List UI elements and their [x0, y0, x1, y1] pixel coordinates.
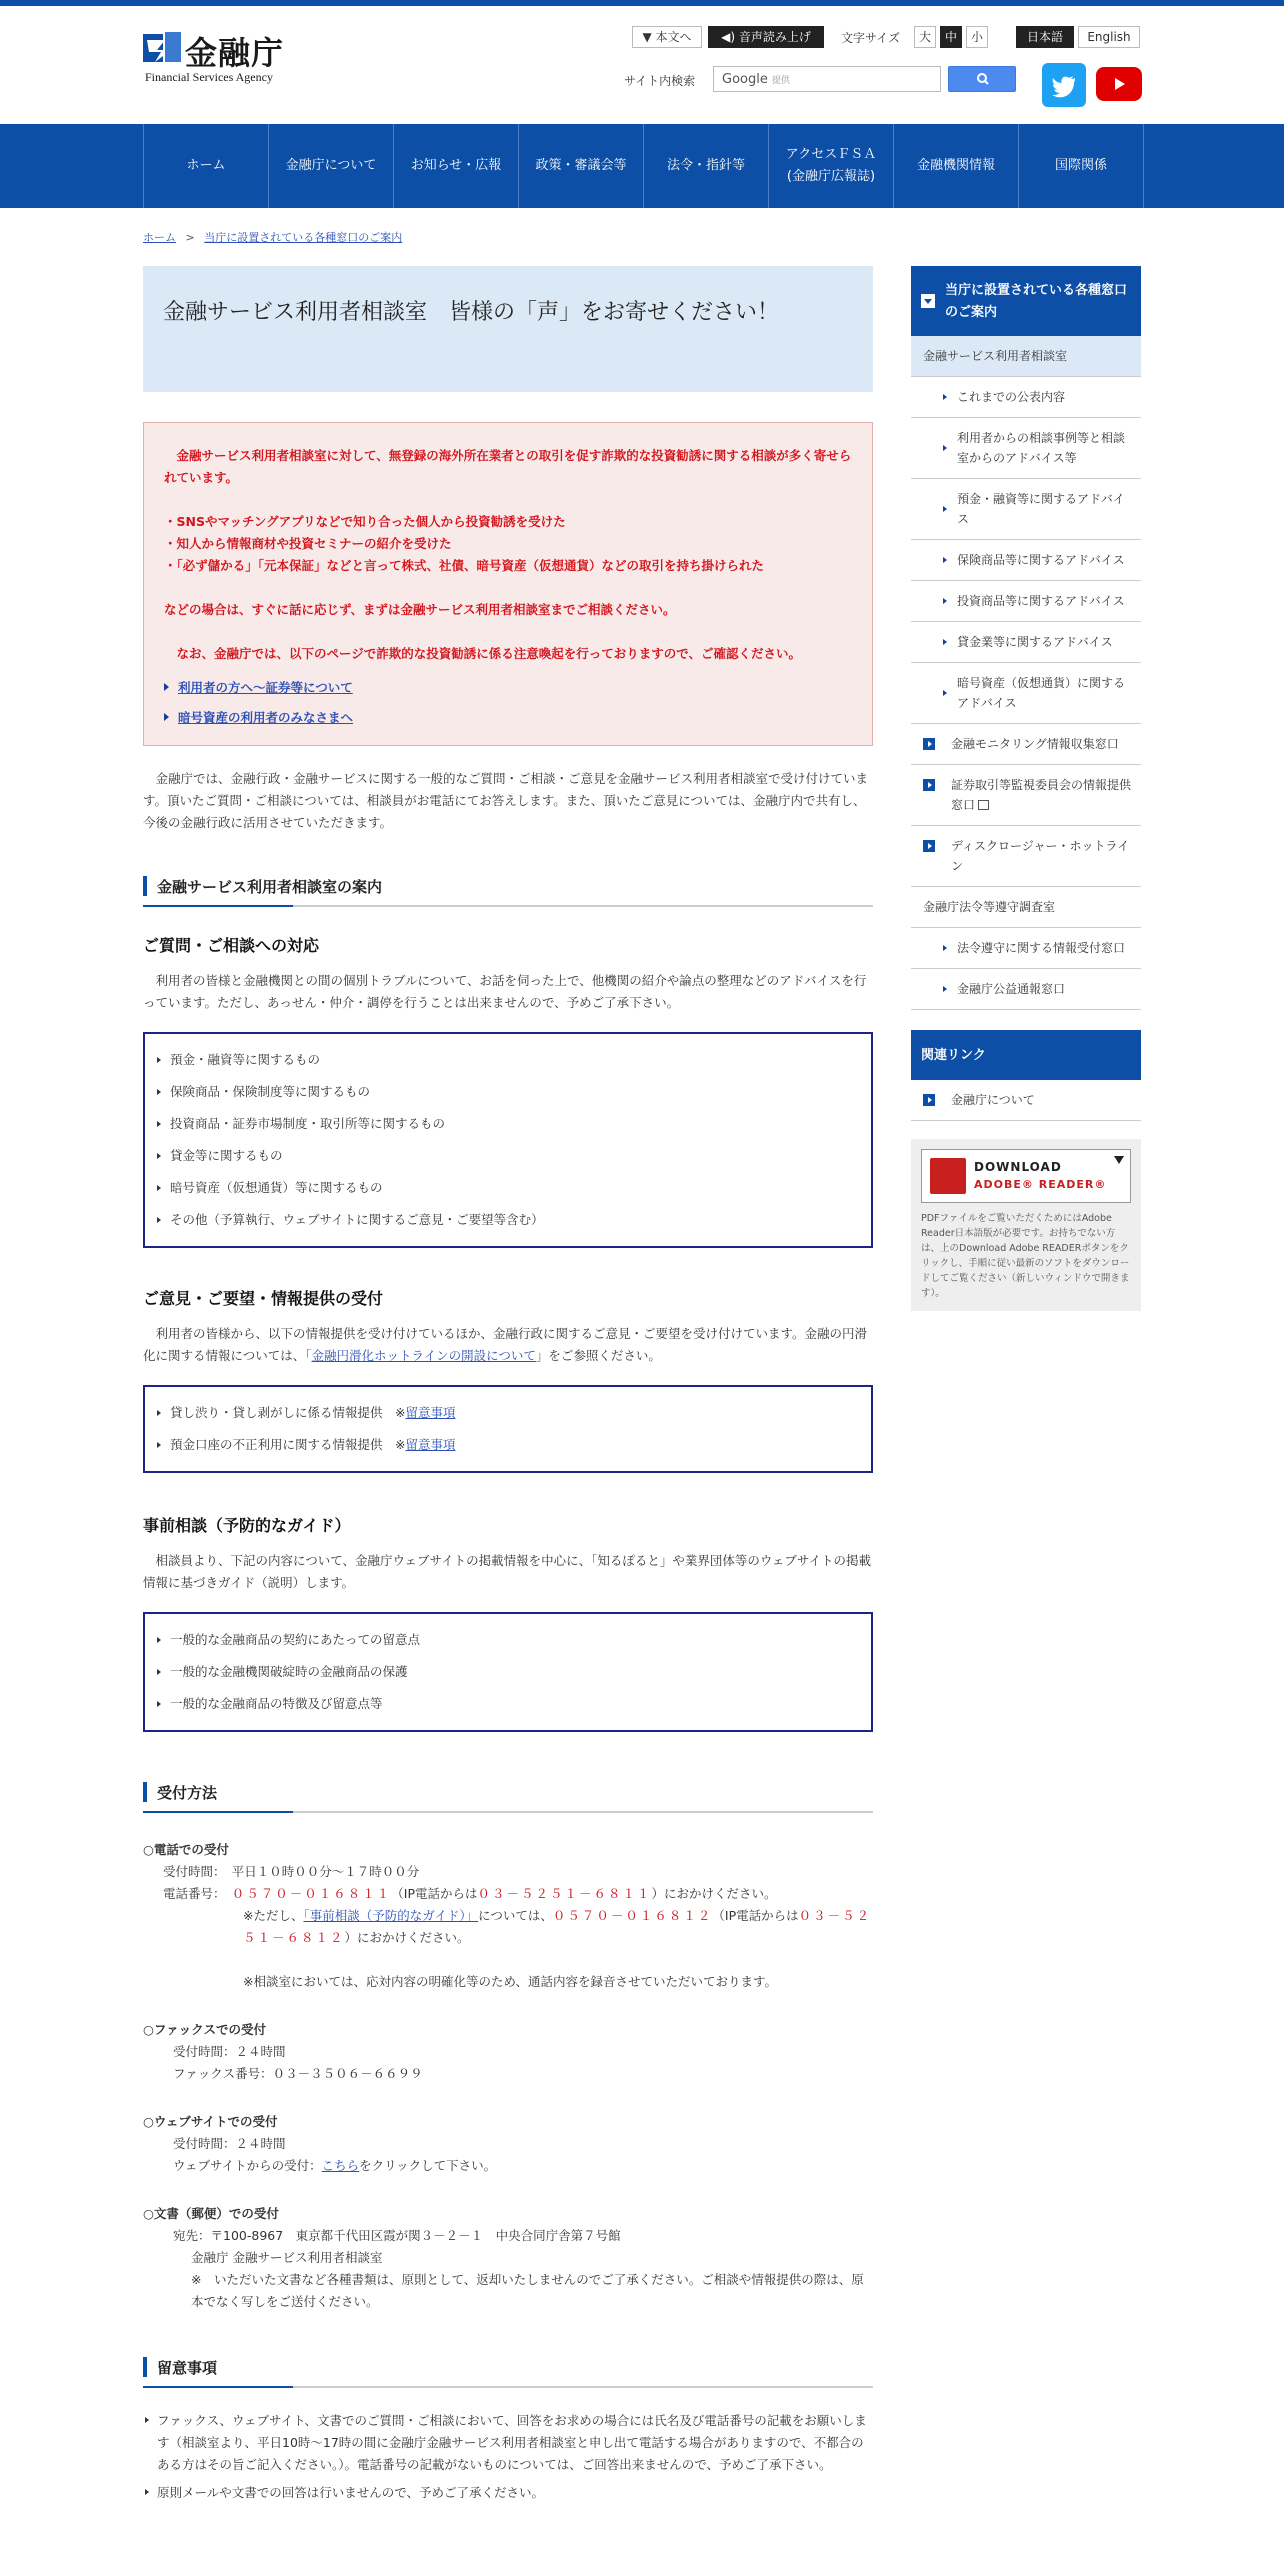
alert-paragraph: なお、金融庁では、以下のページで詐欺的な投資勧誘に係る注意喚起を行っておりますので、ご確認ください。 — [164, 646, 802, 661]
crypto-users-link[interactable]: 暗号資産の利用者のみなさまへ — [178, 710, 354, 725]
font-size-small-button[interactable]: 小 — [966, 26, 988, 48]
list-item: 貸し渋り・貸し剥がしに係る情報提供 ※留意事項 — [157, 1397, 859, 1429]
site-header — [0, 6, 1284, 124]
gnav-access-fsa[interactable]: アクセスＦＳＡ (金融庁広報誌) — [769, 124, 894, 208]
font-size-label: 文字サイズ — [841, 31, 901, 45]
notes-link[interactable]: 留意事項 — [405, 1405, 456, 1420]
triangle-bullet-icon — [157, 1442, 161, 1448]
sidebar-heading[interactable]: 当庁に設置されている各種窓口のご案内 — [911, 266, 1141, 336]
post-org: 金融庁 金融サービス利用者相談室 — [191, 2250, 383, 2265]
voice-read-button[interactable] — [708, 26, 824, 48]
sidebar-item[interactable]: 貸金業等に関するアドバイス — [911, 622, 1141, 663]
web-heading: ○ウェブサイトでの受付 — [143, 2114, 278, 2129]
list-item: 原則メールや文書での回答は行いませんので、予めご了承ください。 — [143, 2482, 873, 2504]
breadcrumb-separator: > — [185, 231, 195, 244]
alert-bullet: ・知人から情報商材や投資セミナーの紹介を受けた — [164, 536, 452, 551]
questions-paragraph: 利用者の皆様と金融機関との間の個別トラブルについて、お話を伺った上で、他機関の紹介や論点の整理などのアドバイスを行っています。ただし、あっせん・仲介・調停を行うことは出来ませんので、予めご了承下さい。 — [143, 973, 867, 1010]
subheading-opinions: ご意見・ご要望・情報提供の受付 — [143, 1289, 384, 1308]
list-item: その他（予算執行、ウェブサイトに関するご意見・ご要望等含む） — [157, 1204, 859, 1236]
twitter-link[interactable] — [1042, 63, 1086, 107]
gnav-about[interactable]: 金融庁について — [269, 124, 394, 208]
adobe-reader-note: PDFファイルをご覧いただくためにはAdobe Reader日本語版が必要です。お持ちでない方は、上のDownload Adobe READERボタンをクリックし、手順に従い最新のソフトをダウンロードしてご覧ください（新しいウィンドウで開きます）。 — [921, 1213, 1130, 1299]
notes-link[interactable]: 留意事項 — [405, 1437, 456, 1452]
fax-hours: 受付時間：２４時間 — [173, 2044, 286, 2059]
subheading-guide: 事前相談（予防的なガイド） — [143, 1516, 351, 1535]
phone-heading: ○電話での受付 — [143, 1842, 229, 1857]
list-item: 預金・融資等に関するもの — [157, 1044, 859, 1076]
questions-topics-box — [143, 1032, 873, 1248]
list-item: ファックス、ウェブサイト、文書でのご質問・ご相談において、回答をお求めの場合には氏名及び電話番号の記載をお願いします（相談室より、平日10時～17時の間に金融庁金融サービス利用者相談室と申し出て電話する場合がありますので、不都合のある方はその旨ご記入ください。）。電話番号の記載がないものについては、ご回答出来ませんので、予めご了承下さい。 — [143, 2410, 873, 2476]
gnav-institutions[interactable]: 金融機関情報 — [894, 124, 1019, 208]
alert-paragraph: 金融サービス利用者相談室に対して、無登録の海外所在業者との取引を促す詐欺的な投資勧誘に関する相談が多く寄せられています。 — [164, 448, 852, 485]
sidebar — [911, 266, 1141, 1311]
download-arrow-icon — [1114, 1156, 1124, 1164]
global-navigation — [0, 124, 1284, 208]
phone-number-line: 電話番号： ０５７０－０１６８１１（IP電話からは０３－５２５１－６８１１）におかけください。 — [163, 1886, 777, 1901]
sidebar-item[interactable]: これまでの公表内容 — [911, 377, 1141, 418]
skip-to-content-button[interactable]: ▼ 本文へ — [632, 26, 702, 48]
search-input[interactable] — [713, 66, 941, 92]
lang-japanese-button[interactable]: 日本語 — [1016, 26, 1074, 48]
phone-method — [143, 1839, 873, 1993]
logo-text-en: Financial Services Agency — [145, 70, 273, 84]
triangle-bullet-icon — [157, 1637, 161, 1643]
page-title: 金融サービス利用者相談室 皆様の「声」をお寄せください！ — [143, 266, 873, 392]
youtube-link[interactable] — [1096, 67, 1142, 101]
speaker-icon: ◀) — [721, 30, 739, 44]
triangle-bullet-icon — [157, 1121, 161, 1127]
logo-text-jp: 金融庁 — [185, 34, 285, 72]
alert-bullet: ・「必ず儲かる」「元本保証」などと言って株式、社債、暗号資産（仮想通貨）などの取引を持ち掛けられた — [164, 558, 765, 573]
triangle-bullet-icon — [157, 1185, 161, 1191]
web-method — [143, 2111, 873, 2177]
triangle-bullet-icon — [164, 683, 169, 691]
list-item: 暗号資産（仮想通貨）等に関するもの — [157, 1172, 859, 1204]
web-line: ウェブサイトからの受付：こちらをクリックして下さい。 — [173, 2158, 497, 2173]
gnav-policy[interactable]: 政策・審議会等 — [519, 124, 644, 208]
hotline-link[interactable]: 金融円滑化ホットラインの開設について — [311, 1348, 536, 1363]
section-heading-notes: 留意事項 — [143, 2357, 873, 2388]
sidebar-item[interactable]: 利用者からの相談事例等と相談室からのアドバイス等 — [911, 418, 1141, 479]
search-placeholder: Google 提供 — [722, 72, 790, 87]
sidebar-item[interactable]: 金融モニタリング情報収集窓口 — [911, 724, 1141, 765]
intro-paragraph: 金融庁では、金融行政・金融サービスに関する一般的なご質問・ご相談・ご意見を金融サービス利用者相談室で受け付けています。頂いたご質問・ご相談については、相談員がお電話にてお答えします。また、頂いたご意見については、金融庁内で共有し、今後の金融行政に活用させていただきます。 — [143, 771, 869, 830]
phone-record-note: ※相談室においては、応対内容の明確化等のため、通話内容を録音させていただいております。 — [243, 1974, 777, 1989]
adobe-reader-box — [911, 1139, 1141, 1311]
breadcrumb-home-link[interactable]: ホーム — [143, 231, 176, 244]
phone-hours: 受付時間： 平日１０時００分～１７時００分 — [163, 1864, 420, 1879]
alert-link-item — [164, 707, 852, 729]
list-item: 投資商品・証券市場制度・取引所等に関するもの — [157, 1108, 859, 1140]
fax-method — [143, 2019, 873, 2085]
font-size-medium-button[interactable]: 中 — [940, 26, 962, 48]
list-item: 預金口座の不正利用に関する情報提供 ※留意事項 — [157, 1429, 859, 1461]
breadcrumb — [143, 229, 402, 245]
triangle-bullet-icon — [157, 1410, 161, 1416]
search-icon — [949, 67, 1017, 91]
related-link-about[interactable]: 金融庁について — [911, 1080, 1141, 1121]
alert-link-item — [164, 677, 852, 699]
triangle-bullet-icon — [157, 1057, 161, 1063]
triangle-bullet-icon — [157, 1701, 161, 1707]
sidebar-item[interactable]: 保険商品等に関するアドバイス — [911, 540, 1141, 581]
pdf-icon — [930, 1158, 966, 1194]
main-content — [143, 266, 873, 2510]
gnav-news[interactable]: お知らせ・広報 — [394, 124, 519, 208]
sidebar-item[interactable]: 証券取引等監視委員会の情報提供窓口 — [911, 765, 1141, 826]
sidebar-item[interactable]: 預金・融資等に関するアドバイス — [911, 479, 1141, 540]
gnav-international[interactable]: 国際関係 — [1019, 124, 1144, 208]
post-address: 宛先：〒100-8967 東京都千代田区霞が関３－２－１ 中央合同庁舎第７号館 — [173, 2228, 621, 2243]
triangle-bullet-icon — [157, 1217, 161, 1223]
post-heading: ○文書（郵便）での受付 — [143, 2206, 279, 2221]
fax-number: ファックス番号：０３－３５０６－６６９９ — [173, 2066, 423, 2081]
securities-users-link[interactable]: 利用者の方へ～証券等について — [178, 680, 353, 695]
subheading-questions: ご質問・ご相談への対応 — [143, 936, 320, 955]
list-item: 貸金等に関するもの — [157, 1140, 859, 1172]
youtube-icon — [1096, 67, 1142, 101]
section-heading-guide: 金融サービス利用者相談室の案内 — [143, 876, 873, 907]
guide-link[interactable]: 「事前相談（予防的なガイド）」 — [303, 1908, 479, 1923]
collapse-icon — [921, 294, 935, 308]
web-hours: 受付時間：２４時間 — [173, 2136, 286, 2151]
opinions-paragraph: 利用者の皆様から、以下の情報提供を受け付けているほか、金融行政に関するご意見・ご要望を受け付けています。金融の円滑化に関する情報については、「金融円滑化ホットラインの開設について」をご参照ください。 — [143, 1326, 868, 1363]
fsa-logo-icon — [143, 30, 183, 66]
related-links-heading: 関連リンク — [911, 1030, 1141, 1080]
lang-english-button[interactable]: English — [1078, 26, 1140, 48]
gnav-home[interactable]: ホーム — [144, 124, 269, 208]
notes-list — [143, 2410, 873, 2504]
list-item: 一般的な金融機関破綻時の金融商品の保護 — [157, 1656, 859, 1688]
sidebar-item[interactable]: 金融サービス利用者相談室 — [911, 336, 1141, 377]
sidebar-item[interactable]: 金融庁公益通報窓口 — [911, 969, 1141, 1010]
information-box — [143, 1385, 873, 1473]
search-button[interactable] — [948, 66, 1016, 92]
list-item: 一般的な金融商品の特徴及び留意点等 — [157, 1688, 859, 1720]
triangle-bullet-icon — [164, 713, 169, 721]
list-item: 一般的な金融商品の契約にあたっての留意点 — [157, 1624, 859, 1656]
alert-bullet: ・SNSやマッチングアプリなどで知り合った個人から投資勧誘を受けた — [164, 514, 566, 529]
post-method — [143, 2203, 873, 2313]
adobe-reader-download-button[interactable]: DOWNLOAD ADOBE® READER® — [921, 1149, 1131, 1203]
gnav-laws[interactable]: 法令・指針等 — [644, 124, 769, 208]
list-item: 保険商品・保険制度等に関するもの — [157, 1076, 859, 1108]
twitter-icon — [1042, 63, 1086, 107]
font-size-large-button[interactable]: 大 — [914, 26, 936, 48]
triangle-bullet-icon — [157, 1153, 161, 1159]
external-window-icon — [978, 800, 989, 810]
sidebar-item[interactable]: 金融庁法令等遵守調査室 — [911, 887, 1141, 928]
guide-paragraph: 相談員より、下記の内容について、金融庁ウェブサイトの掲載情報を中心に、「知るぽると」や業界団体等のウェブサイトの掲載情報に基づきガイド（説明）します。 — [143, 1553, 872, 1590]
sidebar-item[interactable]: 暗号資産（仮想通貨）に関するアドバイス — [911, 663, 1141, 724]
triangle-bullet-icon — [157, 1669, 161, 1675]
section-heading-methods: 受付方法 — [143, 1782, 873, 1813]
triangle-bullet-icon — [157, 1089, 161, 1095]
fax-heading: ○ファックスでの受付 — [143, 2022, 267, 2037]
phone-guide-note: ※ただし、「事前相談（予防的なガイド）」については、０５７０－０１６８１２（IP電話からは０３－５２５１－６８１２）におかけください。 — [243, 1908, 872, 1945]
site-search-label: サイト内検索 — [624, 74, 696, 88]
site-logo[interactable] — [143, 28, 303, 88]
breadcrumb-current-link[interactable]: 当庁に設置されている各種窓口のご案内 — [204, 231, 403, 244]
guide-topics-box — [143, 1612, 873, 1732]
fraud-alert-box — [143, 422, 873, 746]
sidebar-item[interactable]: 投資商品等に関するアドバイス — [911, 581, 1141, 622]
alert-paragraph: などの場合は、すぐに話に応じず、まずは金融サービス利用者相談室までご相談ください。 — [164, 602, 676, 617]
sidebar-item[interactable]: 法令遵守に関する情報受付窓口 — [911, 928, 1141, 969]
web-form-link[interactable]: こちら — [321, 2158, 360, 2173]
sidebar-item[interactable]: ディスクロージャー・ホットライン — [911, 826, 1141, 887]
voice-read-label: 音声読み上げ — [738, 30, 811, 44]
post-note: ※ いただいた文書など各種書類は、原則として、返却いたしませんのでご了承ください。ご相談や情報提供の際は、原本でなく写しをご送付ください。 — [191, 2272, 864, 2309]
